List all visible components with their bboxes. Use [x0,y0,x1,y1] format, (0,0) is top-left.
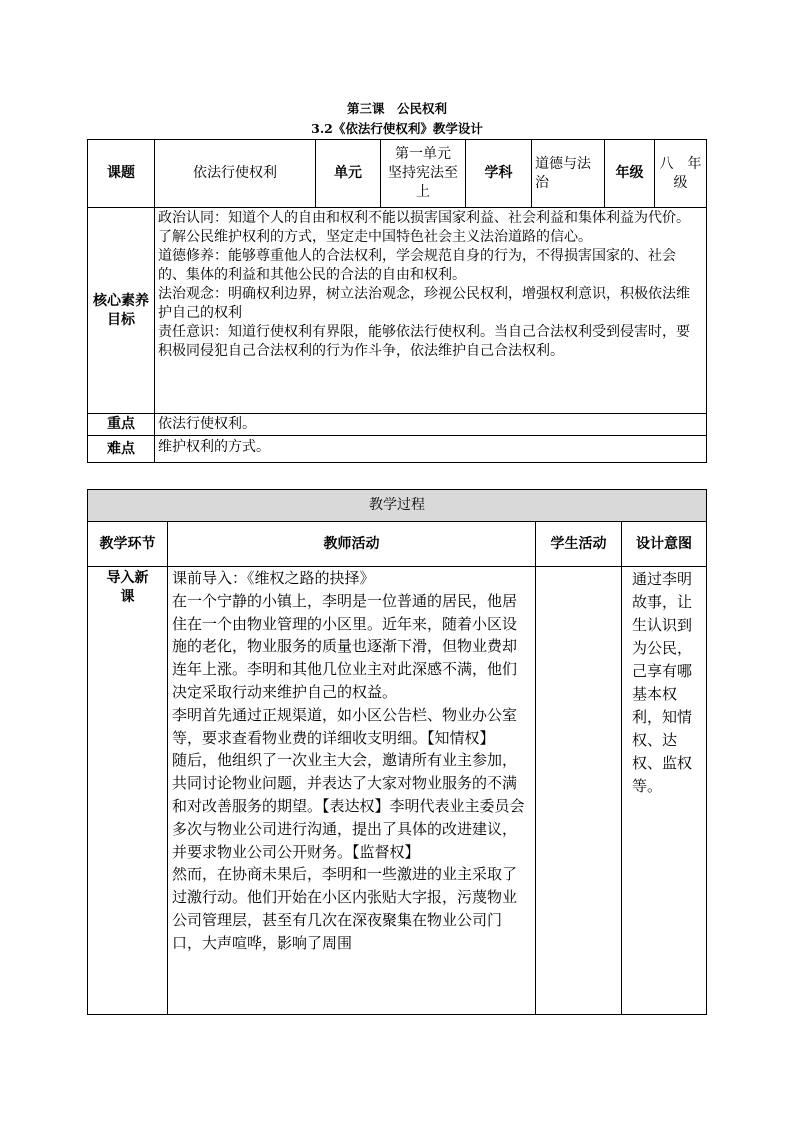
stage-intro: 导入新课 [88,567,168,1015]
key-point-row [88,414,707,436]
process-title: 教学过程 [88,490,707,522]
subject-label: 学科 [466,140,532,208]
process-title-row [88,490,707,522]
teacher-activity [168,567,536,1015]
header-teacher: 教师活动 [168,522,536,567]
header-student: 学生活动 [536,522,622,567]
student-activity [536,567,622,1015]
difficulty-value: 维护权利的方式。 [155,436,707,463]
key-point-value: 依法行使权利。 [155,414,707,436]
process-row-intro [88,567,707,1015]
lesson-title: 第三课 公民权利 [346,101,447,116]
design-intent: 通过李明故事，让生认识到为公民，己享有哪基本权利，知情权、达权、监权等。 [622,567,707,1015]
process-header-row [88,522,707,567]
unit-label: 单元 [316,140,381,208]
story-paragraph-1: 在一个宁静的小镇上，李明是一位普通的居民，他居住在一个由物业管理的小区里。近年来，随着小区设施的老化，物业服务的质量也逐渐下滑，但物业费却连年上涨。李明和其他几位业主对此深感不满，他们决定采取行动来维护自己的权益。 [172,591,518,701]
goal-political: 政治认同：知道个人的自由和权利不能以损害国家利益、社会利益和集体利益为代价。了解公民维护权利的方式，坚定走中国特色社会主义法治道路的信心。 [158,210,690,245]
topic-label: 课题 [88,140,155,208]
difficulty-row [88,436,707,463]
intro-heading: 课前导入：《维权之路的抉择》 [172,569,375,587]
difficulty-label: 难点 [88,436,155,463]
goals-row [88,208,707,414]
lesson-info-table [87,139,707,463]
design-title: 3.2《依法行使权利》教学设计 [311,121,483,136]
subject-value: 道德与法治 [532,140,605,208]
goal-legal: 法治观念：明确权利边界，树立法治观念，珍视公民权利，增强权利意识，积极依法维护自己的权利 [158,286,690,321]
header-design: 设计意图 [622,522,707,567]
goal-moral: 道德修养：能够尊重他人的合法权利，学会规范自身的行为，不得损害国家的、社会的、集体的利益和其他公民的合法的自由和权利。 [158,248,676,283]
story-paragraph-3: 随后，他组织了一次业主大会，邀请所有业主参加，共同讨论物业问题，并表达了大家对物业服务的不满和对改善服务的期望。【表达权】李明代表业主委员会多次与物业公司进行沟通，提出了具体的改进建议，并要求物业公司公开财务。【监督权】 [172,751,525,861]
grade-label: 年级 [605,140,655,208]
topic-value: 依法行使权利 [155,140,316,208]
story-paragraph-4: 然而，在协商未果后，李明和一些激进的业主采取了过激行动。他们开始在小区内张贴大字报，污蔑物业公司管理层，甚至有几次在深夜聚集在物业公司门口，大声喧哗，影响了周围 [172,865,518,952]
story-paragraph-2: 李明首先通过正规渠道，如小区公告栏、物业办公室等，要求查看物业费的详细收支明细。【知情权】 [172,705,518,747]
info-row [88,140,707,208]
grade-value: 八 年级 [655,140,707,208]
goal-responsibility: 责任意识：知道行使权利有界限，能够依法行使权利。当自己合法权利受到侵害时，要积极同侵犯自己合法权利的行为作斗争，依法维护自己合法权利。 [158,324,690,359]
goals-label: 核心素养目标 [88,208,155,414]
header-stage: 教学环节 [88,522,168,567]
unit-value: 第一单元 坚持宪法至上 [381,140,466,208]
goals-content [155,208,707,414]
teaching-process-table [87,489,707,1015]
key-point-label: 重点 [88,414,155,436]
